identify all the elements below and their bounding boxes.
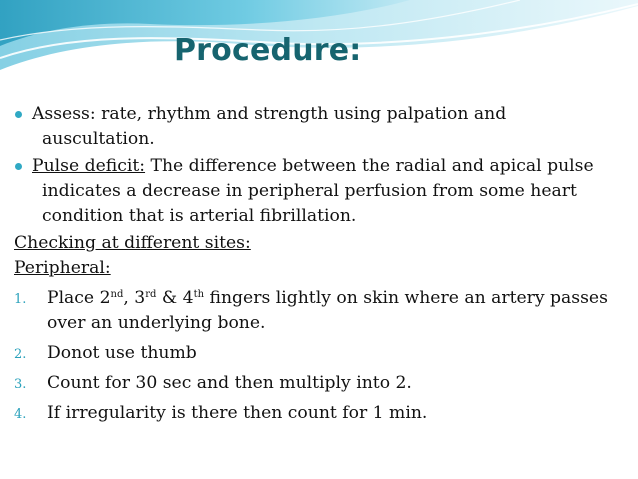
step-number: 2.: [14, 347, 27, 362]
step-item-3: [14, 371, 614, 396]
step-number: 3.: [14, 377, 27, 392]
step-superscript: nd: [110, 289, 124, 300]
step-item-4: [14, 401, 614, 426]
pulse-deficit-label: Pulse deficit:: [32, 156, 146, 176]
step-item-2: [14, 341, 614, 366]
step-text-part: & 4: [156, 288, 194, 308]
bullet-item-pulse-deficit: [14, 154, 614, 229]
step-item-1: [14, 286, 614, 336]
step-superscript: th: [193, 289, 205, 300]
sites-heading: Checking at different sites:: [14, 233, 251, 253]
step-superscript: rd: [145, 289, 157, 300]
bullet-item-assess: [14, 102, 614, 152]
bullet-dot-icon: [15, 111, 22, 118]
peripheral-heading: Peripheral:: [14, 258, 111, 278]
bullet-text: Assess: rate, rhythm and strength using palpation and auscultation.: [32, 104, 507, 149]
step-text-part: Place 2: [47, 288, 111, 308]
step-text-part: , 3: [123, 288, 146, 308]
bullet-dot-icon: [15, 163, 22, 170]
bullet-text-container: [32, 154, 614, 229]
step-text: [47, 288, 608, 333]
step-number: 4.: [14, 407, 27, 422]
slide-content: [14, 102, 614, 426]
step-text-part: fingers lightly on skin where an artery passes over an underlying bone.: [47, 288, 608, 333]
step-text: Count for 30 sec and then multiply into 2.: [47, 373, 412, 393]
step-number: 1.: [14, 292, 27, 307]
step-text: If irregularity is there then count for 1 min.: [47, 403, 428, 423]
step-text: Donot use thumb: [47, 343, 197, 363]
slide-title: Procedure:: [174, 33, 362, 68]
pulse-deficit-text: The difference between the radial and apical pulse indicates a decrease in peripheral perfusion from some heart condition that is arterial fibrillation.: [42, 156, 594, 226]
